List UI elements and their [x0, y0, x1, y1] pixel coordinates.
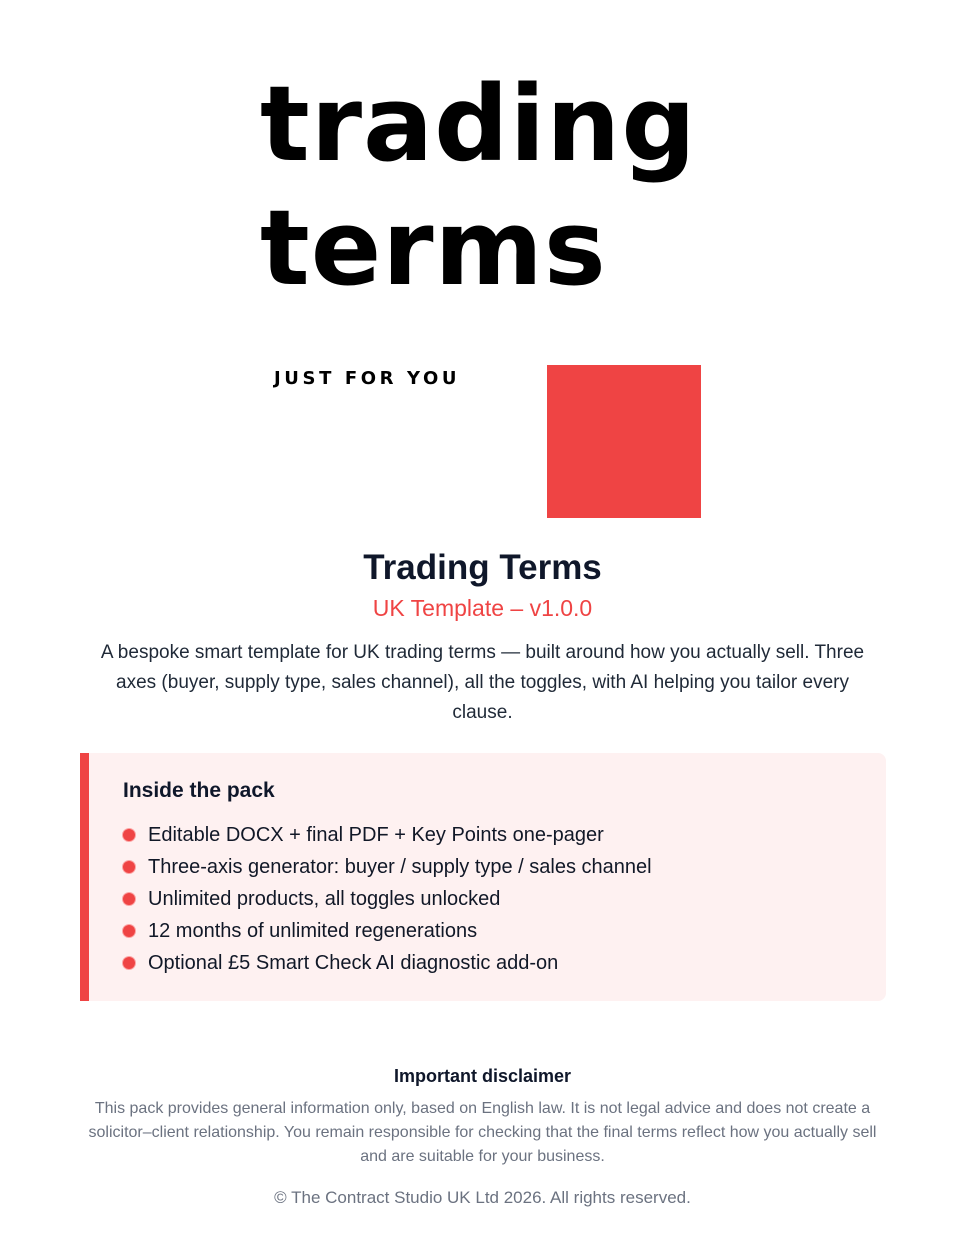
list-item	[123, 883, 652, 915]
cover-title-line-2: terms	[260, 187, 607, 309]
pack-list	[123, 819, 652, 979]
cover-title	[260, 62, 697, 310]
list-item-label: 12 months of unlimited regenerations	[148, 920, 478, 942]
bullet-dot-icon	[123, 829, 135, 841]
pack-contents-box	[80, 753, 886, 1001]
accent-square	[547, 365, 701, 518]
document-subtitle: UK Template – v1.0.0	[372, 595, 593, 621]
bullet-dot-icon	[123, 957, 135, 969]
document-intro: A bespoke smart template for UK trading terms — built around how you actually sell. Three axes (buyer, supply type, sales channel), all the toggles, with AI helping you tailor every clause.	[100, 642, 865, 723]
list-item-label: Unlimited products, all toggles unlocked	[148, 888, 501, 910]
bullet-dot-icon	[123, 893, 135, 905]
list-item	[123, 819, 652, 851]
copyright-notice: © The Contract Studio UK Ltd 2026. All rights reserved.	[274, 1188, 691, 1207]
bullet-dot-icon	[123, 925, 135, 937]
bullet-dot-icon	[123, 861, 135, 873]
list-item	[123, 915, 652, 947]
title-block	[0, 544, 965, 624]
list-item	[123, 851, 652, 883]
list-item-label: Editable DOCX + final PDF + Key Points one-pager	[148, 824, 604, 846]
cover-title-line-1: trading	[260, 63, 697, 185]
list-item	[123, 947, 652, 979]
cover-tagline: JUST FOR YOU	[274, 368, 461, 389]
disclaimer-title: Important disclaimer	[393, 1066, 572, 1086]
document-title: Trading Terms	[363, 548, 602, 587]
list-item-label: Optional £5 Smart Check AI diagnostic add-on	[148, 952, 559, 974]
list-item-label: Three-axis generator: buyer / supply type / sales channel	[148, 856, 652, 878]
pack-heading: Inside the pack	[123, 779, 275, 802]
disclaimer-body: This pack provides general information only, based on English law. It is not legal advice and does not create a solicitor–client relationship. You remain responsible for checking that the final terms reflect how you actually sell and are suitable for your business.	[88, 1100, 877, 1165]
